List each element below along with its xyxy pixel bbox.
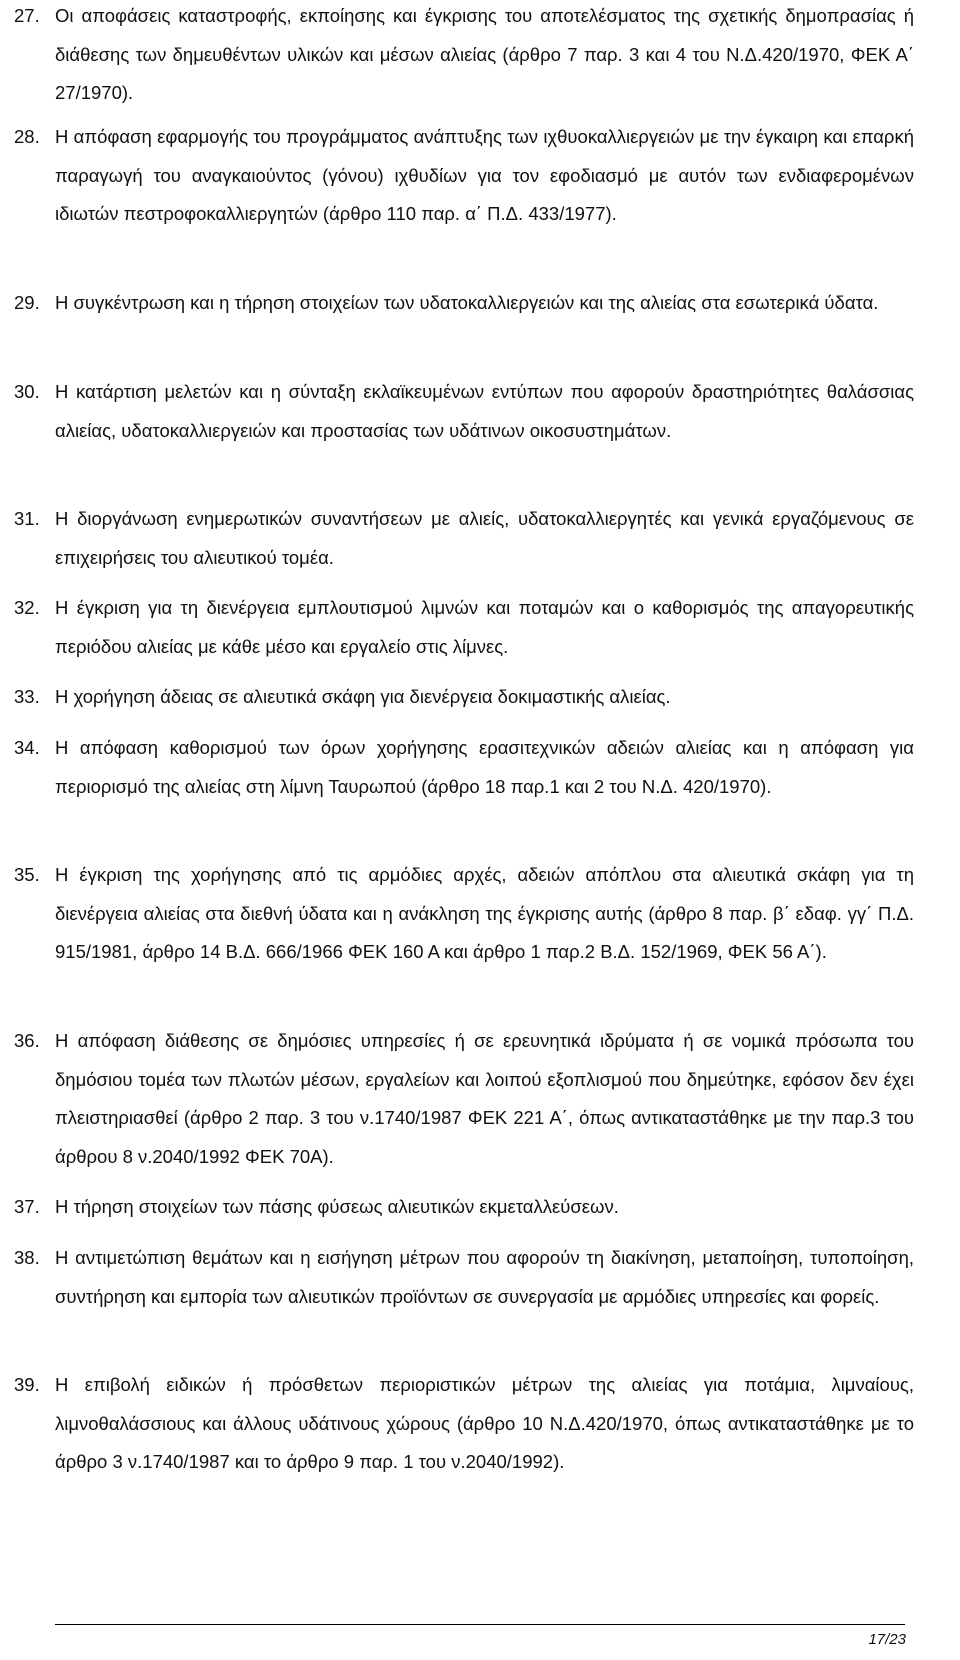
item-number: 33. bbox=[14, 686, 40, 707]
item-text: Η συγκέντρωση και η τήρηση στοιχείων των υδατοκαλλιεργειών και της αλιείας στα εσωτερικά ύδατα. bbox=[55, 292, 879, 313]
item-number: 28. bbox=[14, 126, 40, 147]
item-number: 29. bbox=[14, 292, 40, 313]
item-text: Η απόφαση εφαρμογής του προγράμματος ανάπτυξης των ιχθυοκαλλιεργειών με την έγκαιρη και επαρκή παραγωγή του αναγκαιούντος (γόνου) ιχθυδίων για τον εφοδιασμό με αυτόν των ενδιαφερομένων ιδιωτών πεστροφοκαλλιεργητών (άρθρο 110 παρ. α΄ Π.Δ. 433/1977). bbox=[55, 126, 914, 224]
item-number: 27. bbox=[14, 5, 40, 26]
item-text: Η επιβολή ειδικών ή πρόσθετων περιοριστικών μέτρων της αλιείας για ποτάμια, λιμναίους, λιμνοθαλάσσιους και άλλους υδάτινους χώρους (άρθρο 10 Ν.Δ.420/1970, όπως αντικαταστάθηκε με το άρθρο 3 ν.1740/1987 και το άρθρο 9 παρ. 1 του ν.2040/1992). bbox=[55, 1374, 914, 1472]
list-item-32 bbox=[14, 589, 914, 666]
item-text: Η έγκριση της χορήγησης από τις αρμόδιες αρχές, αδειών απόπλου στα αλιευτικά σκάφη για τη διενέργεια αλιείας στα διεθνή ύδατα και η ανάκληση της έγκρισης αυτής (άρθρο 8 παρ. β΄ εδαφ. γγ΄ Π.Δ. 915/1981, άρθρο 14 Β.Δ. 666/1966 ΦΕΚ 160 Α και άρθρο 1 παρ.2 Β.Δ. 152/1969, ΦΕΚ 56 Α΄). bbox=[55, 864, 914, 962]
item-number: 32. bbox=[14, 597, 40, 618]
list-item-27 bbox=[14, 0, 914, 113]
item-text: Η κατάρτιση μελετών και η σύνταξη εκλαϊκευμένων εντύπων που αφορούν δραστηριότητες θαλάσσιας αλιείας, υδατοκαλλιεργειών και προστασίας των υδάτινων οικοσυστημάτων. bbox=[55, 381, 914, 441]
list-item-37 bbox=[14, 1188, 914, 1227]
item-number: 35. bbox=[14, 864, 40, 885]
footer-divider bbox=[55, 1624, 905, 1625]
item-number: 37. bbox=[14, 1196, 40, 1217]
item-number: 36. bbox=[14, 1030, 40, 1051]
item-number: 38. bbox=[14, 1247, 40, 1268]
item-number: 34. bbox=[14, 737, 40, 758]
item-text: Η απόφαση καθορισμού των όρων χορήγησης ερασιτεχνικών αδειών αλιείας και η απόφαση για περιορισμό της αλιείας στη λίμνη Ταυρωπού (άρθρο 18 παρ.1 και 2 του Ν.Δ. 420/1970). bbox=[55, 737, 914, 797]
list-item-35 bbox=[14, 856, 914, 972]
item-number: 31. bbox=[14, 508, 40, 529]
item-text: Η διοργάνωση ενημερωτικών συναντήσεων με αλιείς, υδατοκαλλιεργητές και γενικά εργαζόμενους σε επιχειρήσεις του αλιευτικού τομέα. bbox=[55, 508, 914, 568]
item-text: Η τήρηση στοιχείων των πάσης φύσεως αλιευτικών εκμεταλλεύσεων. bbox=[55, 1196, 619, 1217]
item-number: 39. bbox=[14, 1374, 40, 1395]
list-item-28 bbox=[14, 118, 914, 234]
item-number: 30. bbox=[14, 381, 40, 402]
item-text: Η έγκριση για τη διενέργεια εμπλουτισμού λιμνών και ποταμών και ο καθορισμός της απαγορευτικής περιόδου αλιείας με κάθε μέσο και εργαλείο στις λίμνες. bbox=[55, 597, 914, 657]
list-item-39 bbox=[14, 1366, 914, 1482]
list-item-29 bbox=[14, 284, 914, 323]
list-item-31 bbox=[14, 500, 914, 577]
list-item-36 bbox=[14, 1022, 914, 1176]
list-item-33 bbox=[14, 678, 914, 717]
item-text: Η χορήγηση άδειας σε αλιευτικά σκάφη για διενέργεια δοκιμαστικής αλιείας. bbox=[55, 686, 671, 707]
list-item-38 bbox=[14, 1239, 914, 1316]
list-item-30 bbox=[14, 373, 914, 450]
item-text: Οι αποφάσεις καταστροφής, εκποίησης και έγκρισης του αποτελέσματος της σχετικής δημοπρασίας ή διάθεσης των δημευθέντων υλικών και μέσων αλιείας (άρθρο 7 παρ. 3 και 4 του Ν.Δ.420/1970, ΦΕΚ Α΄ 27/1970). bbox=[55, 5, 914, 103]
item-text: Η αντιμετώπιση θεμάτων και η εισήγηση μέτρων που αφορούν τη διακίνηση, μεταποίηση, τυποποίηση, συντήρηση και εμπορία των αλιευτικών προϊόντων σε συνεργασία με αρμόδιες υπηρεσίες και φορείς. bbox=[55, 1247, 914, 1307]
item-text: Η απόφαση διάθεσης σε δημόσιες υπηρεσίες ή σε ερευνητικά ιδρύματα ή σε νομικά πρόσωπα του δημόσιου τομέα των πλωτών μέσων, εργαλείων και λοιπού εξοπλισμού που δημεύτηκε, εφόσον δεν έχει πλειστηριασθεί (άρθρο 2 παρ. 3 του ν.1740/1987 ΦΕΚ 221 Α΄, όπως αντικαταστάθηκε με την παρ.3 του άρθρου 8 ν.2040/1992 ΦΕΚ 70Α). bbox=[55, 1030, 914, 1167]
page-number: 17/23 bbox=[868, 1631, 906, 1648]
list-item-34 bbox=[14, 729, 914, 806]
